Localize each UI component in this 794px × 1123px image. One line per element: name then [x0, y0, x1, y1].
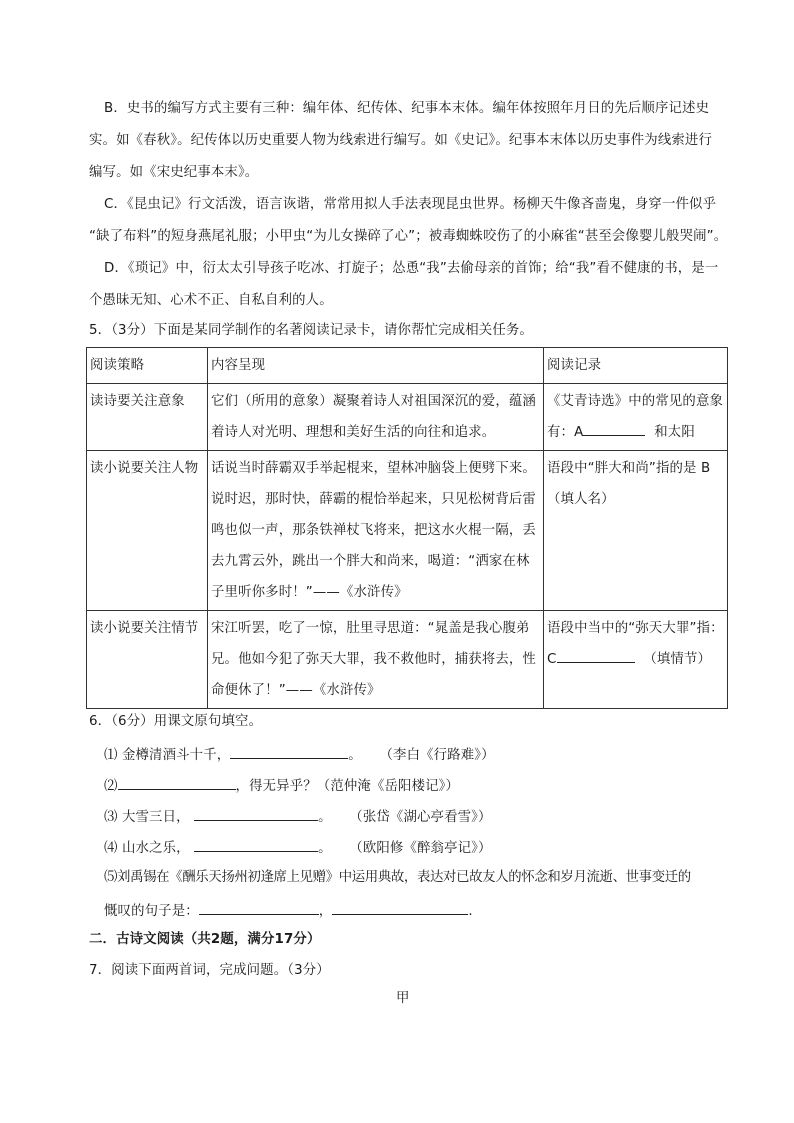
fill-blank-2[interactable] [118, 775, 236, 790]
q6-item-3-before: 大雪三日， [121, 810, 190, 825]
q6-item-5-line1: ⑸刘禹锡在《酬乐天扬州初逢席上见赠》中运用典故，表达对已故友人的怀念和岁月流逝、世事变迁的 [104, 870, 691, 885]
q6-item-1-after: 。 [348, 748, 362, 763]
q4-option-c-line2: “缺了布料”的短身燕尾礼服；小甲虫“为儿女操碎了心”；被毒蜘蛛咬伤了的小麻雀“甚至会像婴儿般哭闹”。 [89, 229, 728, 244]
q4-option-c-line1: C．《昆虫记》行文活泼，语言诙谐，常常用拟人手法表现昆虫世界。杨柳天牛像吝啬鬼，身穿一件似乎 [104, 197, 717, 212]
q6-stem: 6．（6分）用课文原句填空。 [89, 714, 263, 729]
q6-item-2-num: ⑵ [104, 779, 118, 794]
q6-item-3 [104, 806, 492, 827]
row3-record-prefix: 语段中当中的“弥天大罪”指：C [547, 621, 724, 667]
row3-record [544, 611, 728, 709]
row3-strategy: 读小说要关注情节 [87, 611, 208, 709]
q6-item-5-prefix: 慨叹的句子是： [104, 904, 199, 919]
header-content: 内容呈现 [208, 348, 544, 384]
q6-item-2-source: （范仲淹《岳阳楼记》） [316, 779, 460, 794]
q6-item-2 [104, 775, 459, 796]
q6-item-1-source: （李白《行路难》） [379, 748, 495, 763]
q6-item-5-sep: ， [318, 904, 333, 919]
header-record: 阅读记录 [544, 348, 728, 384]
poem-jia-label: 甲 [396, 991, 410, 1006]
row2-content: 话说当时薛霸双手举起棍来，望林冲脑袋上便劈下来。说时迟，那时快，薛霸的棍恰举起来，只见松树背后雷鸣也似一声，那条铁禅杖飞将来，把这水火棍一隔，丢去九霄云外，跳出一个胖大和尚来，喝道：“洒家在林子里听你多时！”——《水浒传》 [208, 451, 544, 611]
row3-content: 宋江听罢，吃了一惊，肚里寻思道：“晁盖是我心腹弟兄。他如今犯了弥天大罪，我不救他时，捕获将去，性命便休了！”——《水浒传》 [208, 611, 544, 709]
q4-option-d-line2: 个愚昧无知、心术不正、自私自利的人。 [89, 293, 333, 308]
q6-item-3-source: （张岱《湖心亭看雪》） [349, 810, 492, 825]
row1-record-prefix: 《艾青诗选》中的常见的意象有：A [547, 394, 724, 440]
fill-blank-5a[interactable] [199, 900, 319, 915]
q4-option-d-line1: D．《琐记》中，衍太太引导孩子吃冰、打旋子；怂恿“我”去偷母亲的首饰；给“我”看不健康的书，是一 [104, 261, 719, 276]
fill-blank-1[interactable] [230, 744, 348, 759]
q6-item-3-after: 。 [318, 810, 332, 825]
row2-record: 语段中“胖大和尚”指的是 B（填人名） [544, 451, 728, 611]
q6-item-2-after: ，得无异乎？ [235, 779, 317, 794]
row1-record-suffix: 和太阳 [654, 425, 695, 440]
row1-content: 它们（所用的意象）凝聚着诗人对祖国深沉的爱，蕴涵着诗人对光明、理想和美好生活的向往和追求。 [208, 384, 544, 451]
q6-item-1-before: 金樽清酒斗十千， [121, 748, 231, 763]
q6-item-4-source: （欧阳修《醉翁亭记》） [349, 841, 492, 856]
q6-item-4 [104, 837, 492, 858]
q6-item-5-end: . [468, 904, 473, 919]
table-row [87, 611, 728, 709]
header-strategy: 阅读策略 [87, 348, 208, 384]
fill-blank-4[interactable] [194, 837, 318, 852]
q6-item-5-line2 [104, 900, 473, 921]
table-row [87, 384, 728, 451]
q4-option-b-line3: 编写。如《宋史纪事本末》。 [89, 165, 259, 180]
q6-item-3-num: ⑶ [104, 810, 118, 825]
q6-item-4-num: ⑷ [104, 841, 118, 856]
fill-blank-3[interactable] [194, 806, 318, 821]
row3-record-suffix: （填情节） [643, 652, 712, 667]
row2-strategy: 读小说要关注人物 [87, 451, 208, 611]
q6-item-4-before: 山水之乐， [121, 841, 190, 856]
q5-stem: 5．（3分）下面是某同学制作的名著阅读记录卡，请你帮忙完成相关任务。 [89, 323, 533, 338]
table-header-row [87, 348, 728, 384]
q4-option-b-line1: B．史书的编写方式主要有三种：编年体、纪传体、纪事本末体。编年体按照年月日的先后顺序记述史 [104, 101, 710, 116]
reading-record-table [86, 347, 728, 709]
q7-stem: 7．阅读下面两首词，完成问题。（3分） [89, 963, 330, 978]
answer-blank-c[interactable] [557, 648, 635, 663]
q6-item-1 [104, 744, 495, 765]
q6-item-1-num: ⑴ [104, 748, 118, 763]
answer-blank-a[interactable] [583, 421, 645, 436]
section-2-title: 二．古诗文阅读（共2题，满分17分） [89, 932, 321, 947]
table-row [87, 451, 728, 611]
fill-blank-5b[interactable] [332, 900, 468, 915]
row1-record [544, 384, 728, 451]
row1-strategy: 读诗要关注意象 [87, 384, 208, 451]
q6-item-4-after: 。 [318, 841, 332, 856]
q4-option-b-line2: 实。如《春秋》。纪传体以历史重要人物为线索进行编写。如《史记》。纪事本末体以历史事件为线索进行 [89, 133, 713, 148]
